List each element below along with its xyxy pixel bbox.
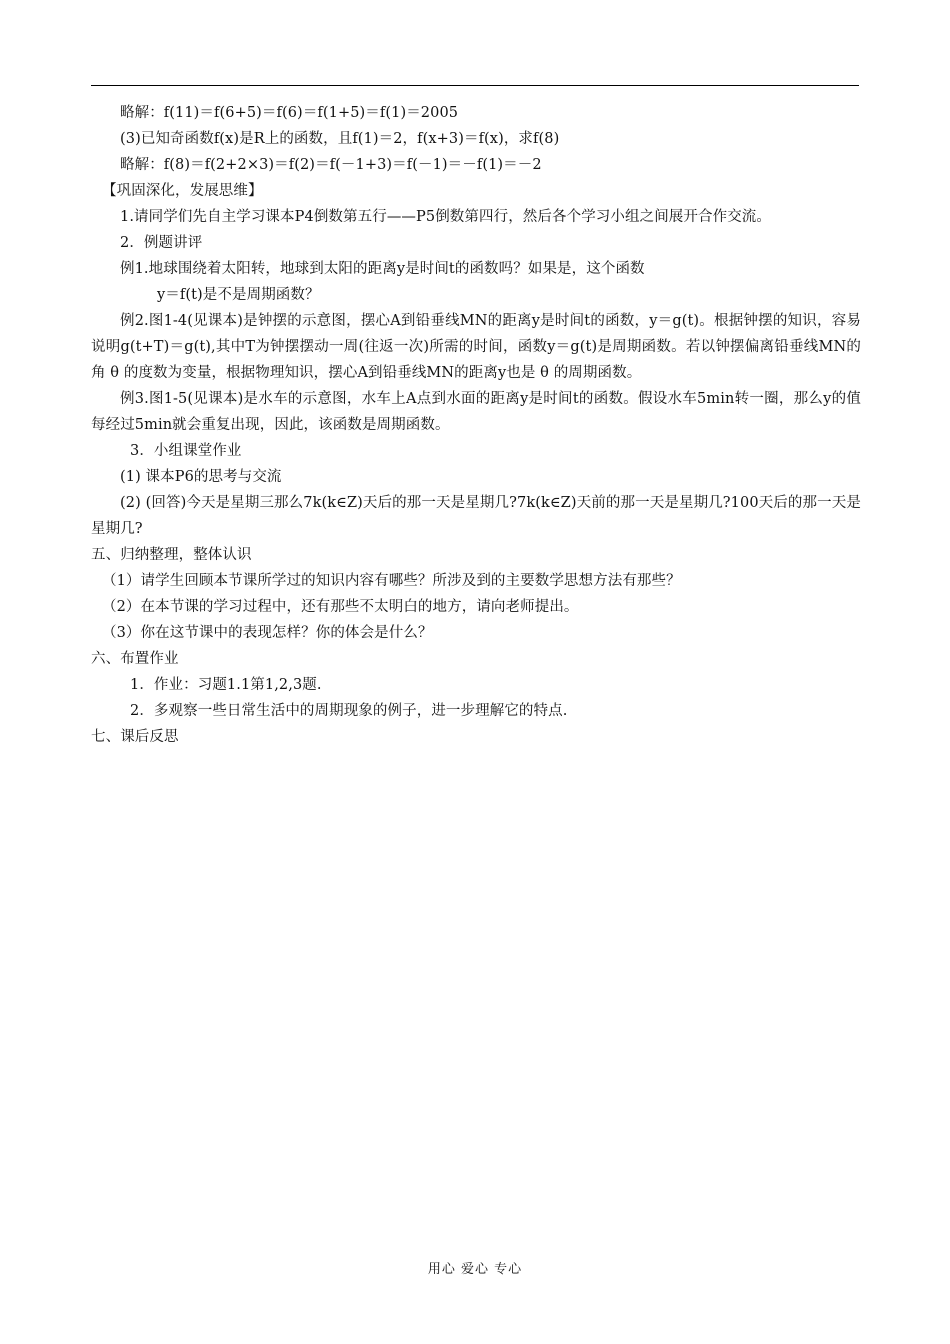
header-rule: [91, 85, 859, 86]
summary-item-2: （2）在本节课的学习过程中，还有那些不太明白的地方，请向老师提出。: [102, 599, 579, 615]
example-2: 例2.图1-4(见课本)是钟摆的示意图，摆心A到铅垂线MN的距离y是时间t的函数，y＝g(t)。根据钟摆的知识，容易说明g(t+T)＝g(t),其中T为钟摆摆动一周(往返一次)所需的时间，函数y＝g(t)是周期函数。若以钟摆偏离铅垂线MN的角 θ 的度数为变量，根据物理知识，摆心A到铅垂线MN的距离y也是 θ 的周期函数。: [91, 313, 861, 381]
group-homework-item-2: (2) (回答)今天是星期三那么7k(k∈Z)天后的那一天是星期几?7k(k∈Z)天前的那一天是星期几?100天后的那一天是星期几?: [91, 495, 861, 537]
example-1-line-2: y＝f(t)是不是周期函数？: [157, 287, 320, 303]
summary-item-1: （1）请学生回顾本节课所学过的知识内容有哪些？所涉及到的主要数学思想方法有那些？: [102, 573, 681, 589]
section-heading-consolidate: 【巩固深化，发展思维】: [102, 183, 263, 199]
section-heading-reflection: 七、课后反思: [91, 729, 179, 745]
solution-line-f8: 略解：f(8)＝f(2+2×3)＝f(2)＝f(－1+3)＝f(－1)＝－f(1)＝－2: [120, 157, 542, 173]
summary-item-3: （3）你在这节课中的表现怎样？你的体会是什么？: [102, 625, 433, 641]
homework-item-2: 2．多观察一些日常生活中的周期现象的例子，进一步理解它的特点.: [130, 703, 568, 719]
group-homework-item-1: (1) 课本P6的思考与交流: [120, 469, 282, 485]
self-study-instruction: 1.请同学们先自主学习课本P4倒数第五行——P5倒数第四行，然后各个学习小组之间展开合作交流。: [120, 209, 771, 225]
example-3: 例3.图1-5(见课本)是水车的示意图，水车上A点到水面的距离y是时间t的函数。假设水车5min转一圈，那么y的值每经过5min就会重复出现，因此，该函数是周期函数。: [91, 391, 861, 433]
section-heading-homework: 六、布置作业: [91, 651, 179, 667]
homework-item-1: 1．作业：习题1.1第1,2,3题.: [130, 677, 322, 693]
page-footer: 用心 爱心 专心: [427, 1262, 523, 1277]
example-review-heading: 2．例题讲评: [120, 235, 203, 251]
example-1-line-1: 例1.地球围绕着太阳转，地球到太阳的距离y是时间t的函数吗？如果是，这个函数: [120, 261, 645, 277]
section-heading-summary: 五、归纳整理，整体认识: [91, 547, 252, 563]
document-body: [91, 100, 861, 750]
group-homework-heading: 3．小组课堂作业: [130, 443, 242, 459]
problem-3: (3)已知奇函数f(x)是R上的函数，且f(1)＝2，f(x+3)＝f(x)，求f(8): [120, 131, 560, 147]
solution-line-f11: 略解：f(11)＝f(6+5)＝f(6)＝f(1+5)＝f(1)＝2005: [120, 105, 459, 121]
